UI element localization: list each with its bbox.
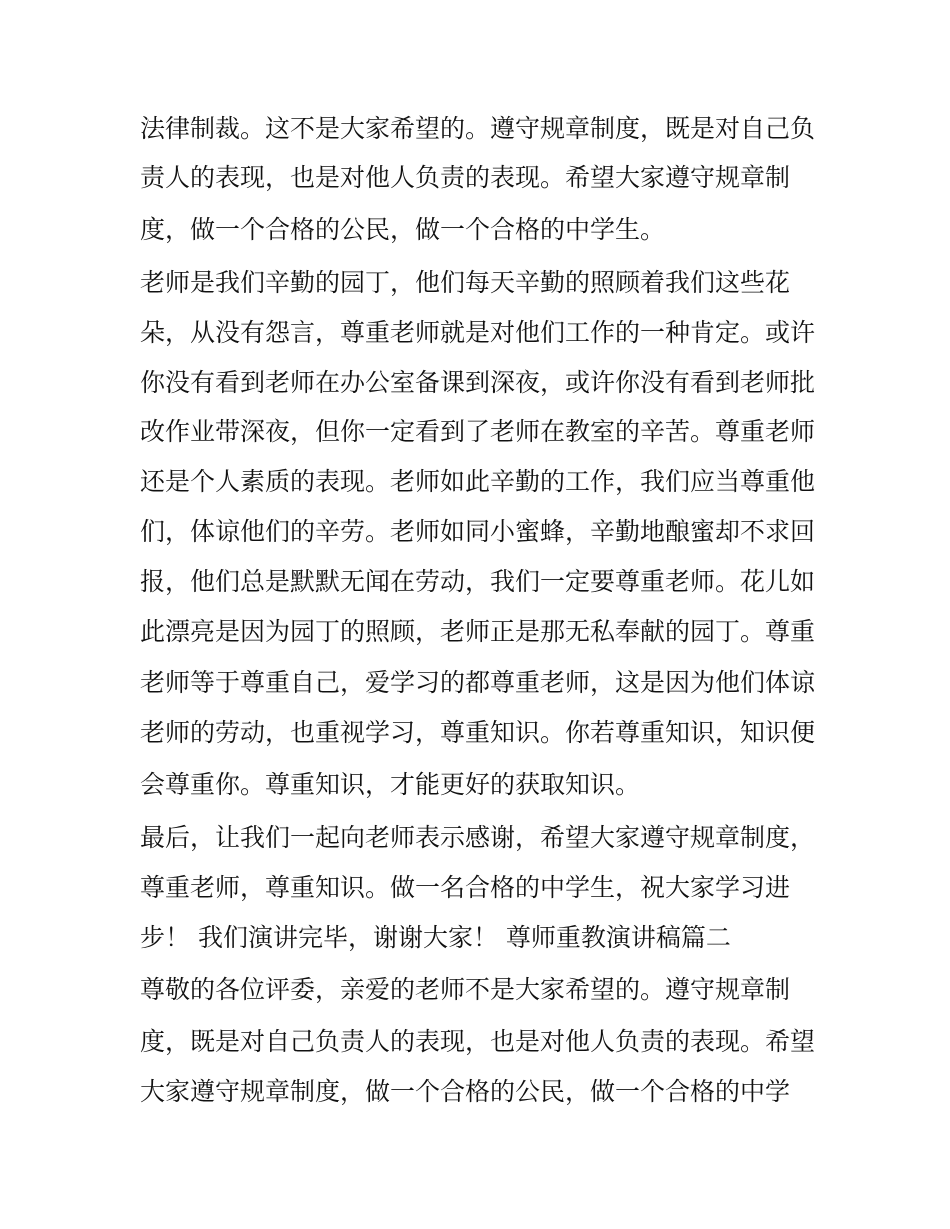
text-line-18: 尊敬的各位评委，亲爱的老师不是大家希望的。遵守规章制 — [140, 975, 791, 1004]
text-line-6: 你没有看到老师在办公室备课到深夜，或许你没有看到老师批 — [140, 368, 816, 397]
text-line-5: 朵，从没有怨言，尊重老师就是对他们工作的一种肯定。或许 — [140, 318, 816, 347]
text-line-19: 度，既是对自己负责人的表现，也是对他人负责的表现。希望 — [140, 1027, 816, 1056]
text-line-20: 大家遵守规章制度，做一个合格的公民，做一个合格的中学 — [140, 1077, 791, 1106]
text-line-4: 老师是我们辛勤的园丁，他们每天辛勤的照顾着我们这些花 — [140, 268, 791, 297]
text-line-17: 步！ 我们演讲完毕，谢谢大家！ 尊师重教演讲稿篇二 — [140, 923, 731, 952]
text-line-1: 法律制裁。这不是大家希望的。遵守规章制度，既是对自己负 — [140, 114, 816, 143]
text-line-16: 尊重老师，尊重知识。做一名合格的中学生，祝大家学习进 — [140, 873, 791, 902]
text-line-3: 度，做一个合格的公民，做一个合格的中学生。 — [140, 215, 666, 244]
text-line-2: 责人的表现，也是对他人负责的表现。希望大家遵守规章制 — [140, 163, 791, 192]
text-line-14: 会尊重你。尊重知识，才能更好的获取知识。 — [140, 770, 641, 799]
text-line-9: 们，体谅他们的辛劳。老师如同小蜜蜂，辛勤地酿蜜却不求回 — [140, 517, 816, 546]
text-line-15: 最后，让我们一起向老师表示感谢，希望大家遵守规章制度， — [140, 823, 816, 852]
text-line-8: 还是个人素质的表现。老师如此辛勤的工作，我们应当尊重他 — [140, 467, 816, 496]
text-line-13: 老师的劳动，也重视学习，尊重知识。你若尊重知识，知识便 — [140, 718, 816, 747]
text-line-11: 此漂亮是因为园丁的照顾，老师正是那无私奉献的园丁。尊重 — [140, 617, 816, 646]
text-line-7: 改作业带深夜，但你一定看到了老师在教室的辛苦。尊重老师 — [140, 417, 816, 446]
text-line-12: 老师等于尊重自己，爱学习的都尊重老师，这是因为他们体谅 — [140, 668, 816, 697]
text-line-10: 报，他们总是默默无闻在劳动，我们一定要尊重老师。花儿如 — [140, 567, 816, 596]
